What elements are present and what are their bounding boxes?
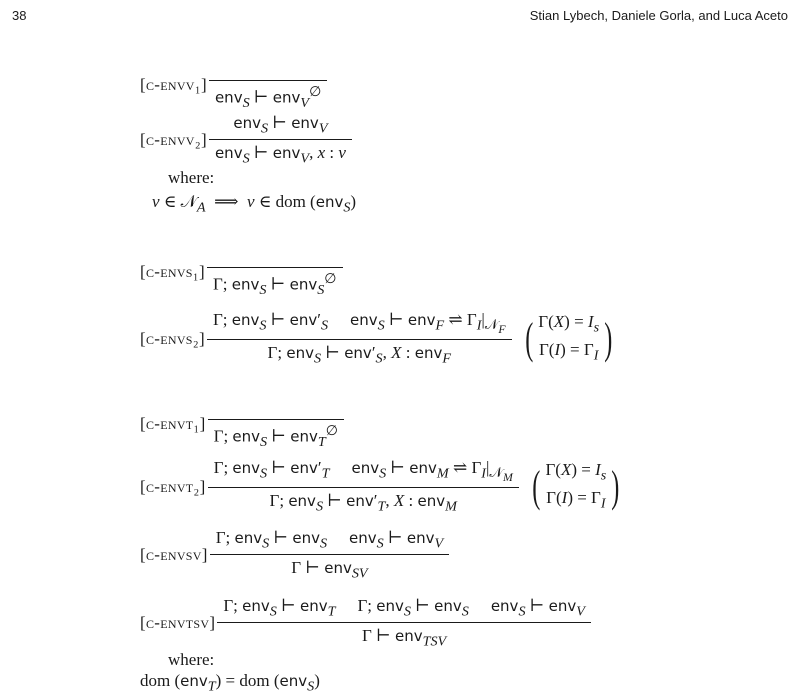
rule-premise: Γ; env$_S$ ⊢ $env'_T$ env$_S$ ⊢ env$_M$ ⇌ $\Gamma_I|_{𝒩_M}$ xyxy=(213,458,513,485)
rule-conclusion: Γ ⊢ env$_{SV}$ xyxy=(291,558,368,582)
rule-conclusion: env$_S$ ⊢ env$_V$, x : v xyxy=(214,143,346,167)
rule-conclusion: Γ; env$_S$ ⊢ $env'_T$, X : env$_M$ xyxy=(269,491,457,515)
rule-premise: env$_S$ ⊢ env$_V$ xyxy=(233,113,328,137)
rule-conclusion: env$_S$ ⊢ env$_V$∅ xyxy=(214,84,322,112)
rule-name: [c-envs₁] xyxy=(140,262,205,282)
rule-conclusion: Γ; env$_S$ ⊢ env$_T$∅ xyxy=(213,423,339,451)
side-conditions xyxy=(529,459,623,514)
rule-premise xyxy=(269,245,281,267)
rule-name: [c-envv₁] xyxy=(140,75,207,95)
rule-c-envt2 xyxy=(140,458,623,516)
rule-conclusion: Γ ⊢ env$_{TSV}$ xyxy=(362,626,447,650)
running-head-authors: Stian Lybech, Daniele Gorla, and Luca Aceto xyxy=(529,8,788,23)
right-paren: ) xyxy=(611,461,620,511)
rule-premise: Γ; env$_S$ ⊢ env$_T$ Γ; env$_S$ ⊢ env$_S$ env$_S$ ⊢ env$_V$ xyxy=(223,596,585,620)
right-paren: ) xyxy=(604,313,613,363)
side-condition: $\Gamma(X) = I_s$ xyxy=(538,312,600,336)
inference-fraction xyxy=(208,458,519,516)
rule-premise xyxy=(262,58,274,80)
rule-c-envs2 xyxy=(140,310,616,368)
inference-fraction xyxy=(217,596,591,651)
rule-c-envt1 xyxy=(140,397,344,451)
left-paren: ( xyxy=(524,313,533,363)
rule-name: [c-envt₂] xyxy=(140,476,206,496)
rule-name: [c-envt₁] xyxy=(140,414,206,434)
rule-premise xyxy=(270,397,282,419)
rule-c-envv1 xyxy=(140,58,327,112)
rule-conclusion: Γ; env$_S$ ⊢ $env'_S$, X : env$_F$ xyxy=(267,343,452,367)
inference-fraction xyxy=(207,310,512,368)
rule-conclusion: Γ; env$_S$ ⊢ env$_S$∅ xyxy=(212,271,337,299)
inference-fraction xyxy=(210,528,449,583)
where-condition: dom (env$_T$) = dom (env$_S$) xyxy=(140,671,320,695)
rule-c-envv2 xyxy=(140,113,352,168)
rule-c-envtsv xyxy=(140,596,591,651)
rule-name: [c-envtsv] xyxy=(140,613,216,633)
inference-fraction xyxy=(207,245,343,299)
rule-name: [c-envv₂] xyxy=(140,130,207,150)
inference-fraction xyxy=(209,113,352,168)
inference-fraction xyxy=(209,58,327,112)
inference-fraction xyxy=(208,397,344,451)
rule-name: [c-envs₂] xyxy=(140,328,205,348)
rule-name: [c-envsv] xyxy=(140,545,208,565)
page-header xyxy=(0,8,800,30)
where-label: where: xyxy=(168,650,215,669)
rule-c-envsv xyxy=(140,528,449,583)
side-condition: $\Gamma(X) = I_s$ xyxy=(545,460,607,484)
side-condition: $\Gamma(I) = \Gamma_I$ xyxy=(538,339,599,364)
page-number: 38 xyxy=(12,8,27,23)
rule-premise: Γ; env$_S$ ⊢ env$_S$ env$_S$ ⊢ env$_V$ xyxy=(215,528,444,552)
side-condition: $\Gamma(I) = \Gamma_I$ xyxy=(546,487,606,512)
left-paren: ( xyxy=(532,461,541,511)
rule-premise: Γ; env$_S$ ⊢ $env'_S$ env$_S$ ⊢ env$_F$ ⇌ $\Gamma_I|_{𝒩_F}$ xyxy=(212,310,506,337)
where-condition: v ∈ 𝒩$_A$ ⟹ v ∈ dom (env$_S$) xyxy=(152,192,357,216)
where-label: where: xyxy=(168,168,215,187)
side-conditions xyxy=(522,311,616,366)
rule-c-envs1 xyxy=(140,245,343,299)
